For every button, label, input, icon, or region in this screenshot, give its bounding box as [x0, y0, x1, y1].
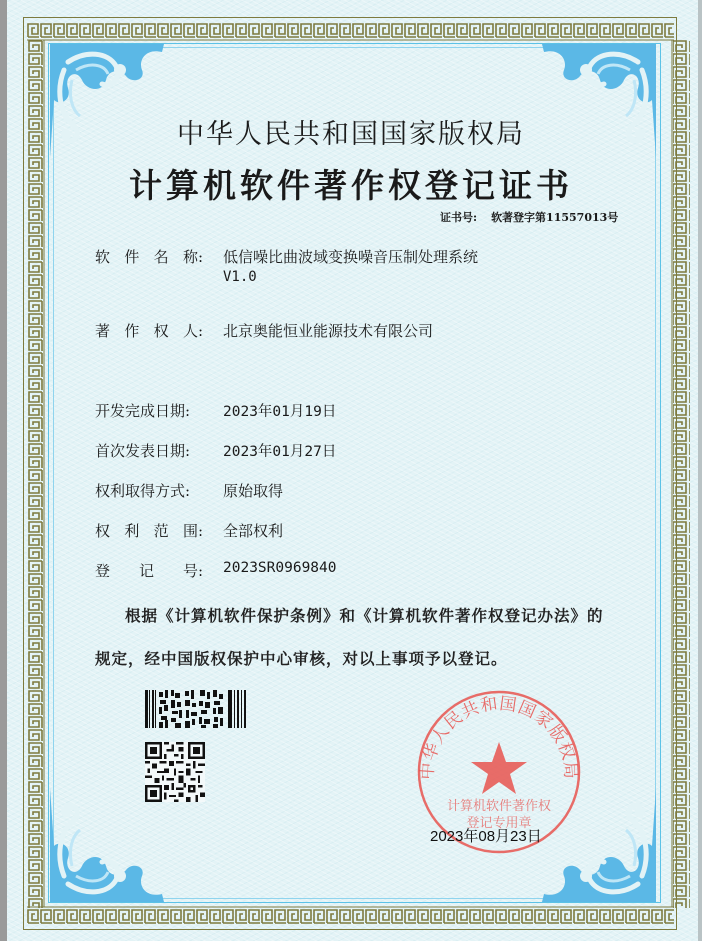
field-value: 北京奥能恒业能源技术有限公司	[223, 322, 434, 340]
field-value: 全部权利	[223, 522, 284, 540]
corner-ornament-bottom-left-icon	[46, 786, 166, 906]
field-label: 开发完成日期:	[95, 402, 191, 420]
svg-text:登记专用章: 登记专用章	[466, 816, 532, 831]
barcode-icon	[145, 690, 246, 728]
field-value: 2023年01月27日	[223, 444, 337, 460]
field-label: 首次发表日期:	[95, 442, 191, 460]
certificate-title: 计算机软件著作权登记证书	[129, 166, 573, 205]
certificate-number	[440, 209, 618, 225]
certificate-number-label: 证书号:	[440, 211, 478, 224]
issue-date: 2023年08月23日	[430, 828, 542, 845]
field-label: 权 利 范 围:	[95, 522, 203, 540]
field-value: 低信噪比曲波域变换噪音压制处理系统	[223, 248, 479, 266]
field-acquisition-method	[95, 480, 283, 501]
field-label: 登 记 号:	[95, 562, 203, 580]
field-software-name	[95, 246, 478, 267]
field-label: 著 作 权 人:	[95, 322, 203, 340]
field-value: 原始取得	[223, 482, 284, 500]
svg-text:中华人民共和国国家版权局: 中华人民共和国国家版权局	[417, 693, 581, 781]
field-copyright-owner	[95, 320, 433, 341]
qr-code-icon	[145, 742, 205, 802]
issuer-title: 中华人民共和国国家版权局	[177, 119, 525, 150]
certificate-number-value: 软著登字第11557013号	[491, 211, 619, 224]
software-version: V1.0	[223, 269, 257, 285]
field-development-date	[95, 400, 336, 421]
field-label: 权利取得方式:	[95, 482, 191, 500]
field-rights-scope	[95, 520, 283, 541]
field-registration-number	[95, 560, 337, 581]
field-value: 2023年01月19日	[223, 404, 337, 420]
field-first-publish-date	[95, 440, 336, 461]
statement-line-2: 规定，经中国版权保护中心审核，对以上事项予以登记。	[95, 649, 508, 668]
statement-line-1: 根据《计算机软件保护条例》和《计算机软件著作权登记办法》的	[125, 606, 604, 625]
svg-text:计算机软件著作权: 计算机软件著作权	[446, 799, 552, 814]
field-value: 2023SR0969840	[223, 560, 337, 576]
field-label: 软 件 名 称:	[95, 248, 203, 266]
